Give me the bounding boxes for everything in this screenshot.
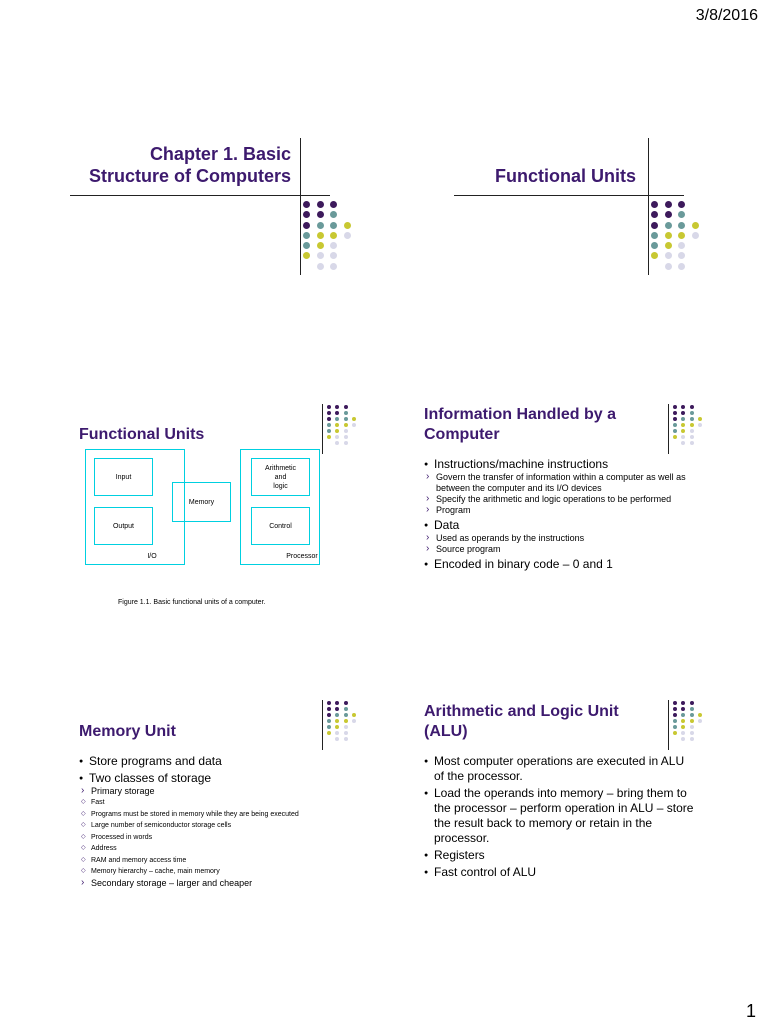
processor-label: Processor <box>286 553 318 560</box>
dot-icon <box>335 411 339 415</box>
list-item: ● Load the operands into memory – bring them to the processor – perform operation in ALU – store the result back to memory or retain in the processor. <box>424 786 696 846</box>
dot-icon <box>335 701 339 705</box>
divider-line <box>300 138 301 275</box>
dot-icon <box>673 707 677 711</box>
divider-line <box>668 700 669 750</box>
alu-label <box>251 464 310 491</box>
dot-icon <box>692 201 699 208</box>
title-line: Arithmetic and Logic Unit <box>424 703 619 720</box>
dot-icon <box>344 423 348 427</box>
io-label: I/O <box>147 553 157 560</box>
dot-icon <box>327 731 331 735</box>
bullet-list <box>424 752 696 880</box>
dot-icon <box>330 242 337 249</box>
dot-icon <box>673 411 677 415</box>
title-line: Chapter 1. Basic <box>149 144 291 164</box>
dot-icon <box>352 719 356 723</box>
list-item: › Secondary storage – larger and cheaper <box>79 878 359 889</box>
dot-icon <box>303 211 310 218</box>
dot-icon <box>335 429 339 433</box>
divider-line <box>70 195 330 196</box>
list-item: ◇ Fast <box>79 797 359 809</box>
divider-line <box>648 138 649 275</box>
list-item: ● Data <box>424 518 694 533</box>
dot-icon <box>327 713 331 717</box>
dot-icon <box>330 263 337 270</box>
dot-icon <box>692 222 699 229</box>
dot-icon <box>352 701 356 705</box>
dot-icon <box>330 252 337 259</box>
list-item: ◇ Large number of semiconductor storage cells <box>79 820 359 832</box>
dot-icon <box>690 719 694 723</box>
dot-icon <box>651 201 658 208</box>
dot-icon <box>303 201 310 208</box>
dot-icon <box>690 707 694 711</box>
dot-icon <box>665 211 672 218</box>
divider-line <box>668 404 669 454</box>
title-line: (ALU) <box>424 723 468 740</box>
dot-icon <box>344 441 348 445</box>
list-item: › Specify the arithmetic and logic operations to be performed <box>424 494 694 505</box>
list-item: ◇ Memory hierarchy – cache, main memory <box>79 866 359 878</box>
dot-icon <box>698 725 702 729</box>
dot-icon <box>335 707 339 711</box>
dot-icon <box>327 429 331 433</box>
dot-icon <box>327 701 331 705</box>
alu-label-line: Arithmetic <box>264 465 297 472</box>
dot-icon <box>651 263 658 270</box>
title-line: Information Handled by a <box>424 406 617 423</box>
dot-icon <box>681 411 685 415</box>
list-item: ◇ RAM and memory access time <box>79 855 359 867</box>
dot-icon <box>344 701 348 705</box>
dot-icon <box>690 405 694 409</box>
slide-title <box>424 702 664 742</box>
dot-icon <box>678 222 685 229</box>
dot-icon <box>690 725 694 729</box>
dot-icon <box>692 211 699 218</box>
dot-icon <box>681 719 685 723</box>
dot-icon <box>344 417 348 421</box>
dot-icon <box>681 737 685 741</box>
dot-icon <box>673 713 677 717</box>
dot-icon <box>335 423 339 427</box>
dot-icon <box>352 429 356 433</box>
dot-icon <box>352 737 356 741</box>
divider-line <box>322 700 323 750</box>
dot-icon <box>317 242 324 249</box>
dot-icon <box>303 232 310 239</box>
dot-icon <box>335 737 339 741</box>
slide-title <box>0 143 291 187</box>
dot-icon <box>317 211 324 218</box>
dot-icon <box>692 232 699 239</box>
title-line: Structure of Computers <box>88 166 291 186</box>
dot-icon <box>681 429 685 433</box>
memory-label: Memory <box>188 499 215 506</box>
list-item: › Govern the transfer of information within a computer as well as between the computer and its I/O devices <box>424 472 694 494</box>
list-item: ◇ Processed in words <box>79 832 359 844</box>
dot-icon <box>673 429 677 433</box>
dot-icon <box>690 731 694 735</box>
dot-icon <box>673 701 677 705</box>
dot-icon <box>698 719 702 723</box>
slide-title: Functional Units <box>495 166 636 186</box>
decorative-dots <box>302 200 356 272</box>
list-item: ● Encoded in binary code – 0 and 1 <box>424 557 694 572</box>
dot-icon <box>335 435 339 439</box>
dot-icon <box>327 707 331 711</box>
dot-icon <box>327 411 331 415</box>
dot-icon <box>344 211 351 218</box>
dot-icon <box>698 441 702 445</box>
dot-icon <box>665 263 672 270</box>
list-item: ● Most computer operations are executed in ALU of the processor. <box>424 754 696 784</box>
dot-icon <box>344 731 348 735</box>
divider-line <box>454 195 684 196</box>
slide-title <box>424 405 664 445</box>
dot-icon <box>698 737 702 741</box>
input-label: Input <box>115 474 132 481</box>
dot-icon <box>690 423 694 427</box>
slide-functional-units-title <box>404 100 744 355</box>
dot-icon <box>303 263 310 270</box>
dot-icon <box>352 411 356 415</box>
dot-icon <box>678 252 685 259</box>
dot-icon <box>698 707 702 711</box>
dot-icon <box>665 252 672 259</box>
dot-icon <box>673 719 677 723</box>
dot-icon <box>673 737 677 741</box>
list-item: › Primary storage <box>79 786 359 797</box>
dot-icon <box>681 725 685 729</box>
slide-alu <box>404 688 744 943</box>
list-item: ◇ Programs must be stored in memory while they are being executed <box>79 809 359 821</box>
dot-icon <box>681 423 685 427</box>
dot-icon <box>344 222 351 229</box>
bullet-list <box>79 752 359 889</box>
dot-icon <box>698 701 702 705</box>
dot-icon <box>344 707 348 711</box>
dot-icon <box>317 201 324 208</box>
dot-icon <box>344 725 348 729</box>
dot-icon <box>335 417 339 421</box>
dot-icon <box>352 417 356 421</box>
dot-icon <box>344 263 351 270</box>
dot-icon <box>317 232 324 239</box>
dot-icon <box>327 725 331 729</box>
dot-icon <box>344 405 348 409</box>
list-item: ● Instructions/machine instructions <box>424 457 694 472</box>
dot-icon <box>665 242 672 249</box>
dot-icon <box>335 719 339 723</box>
list-item: › Source program <box>424 544 694 555</box>
dot-icon <box>665 201 672 208</box>
dot-icon <box>344 411 348 415</box>
dot-icon <box>690 429 694 433</box>
slide-functional-units-figure <box>20 392 360 647</box>
dot-icon <box>690 411 694 415</box>
dot-icon <box>344 713 348 717</box>
dot-icon <box>673 731 677 735</box>
dot-icon <box>651 242 658 249</box>
dot-icon <box>352 731 356 735</box>
dot-icon <box>344 737 348 741</box>
dot-icon <box>698 435 702 439</box>
print-date: 3/8/2016 <box>695 7 758 24</box>
dot-icon <box>330 211 337 218</box>
dot-icon <box>651 232 658 239</box>
dot-icon <box>681 707 685 711</box>
dot-icon <box>681 417 685 421</box>
dot-icon <box>344 201 351 208</box>
dot-icon <box>327 423 331 427</box>
dot-icon <box>352 435 356 439</box>
dot-icon <box>673 417 677 421</box>
dot-icon <box>690 441 694 445</box>
dot-icon <box>335 731 339 735</box>
list-item: ● Store programs and data <box>79 754 359 769</box>
dot-icon <box>692 242 699 249</box>
dot-icon <box>330 232 337 239</box>
slide-title: Memory Unit <box>79 723 176 740</box>
slide-memory-unit <box>20 688 360 943</box>
page-number: 1 <box>745 1001 756 1021</box>
dot-icon <box>673 423 677 427</box>
dot-icon <box>690 435 694 439</box>
dot-icon <box>335 725 339 729</box>
dot-icon <box>352 707 356 711</box>
dot-icon <box>352 405 356 409</box>
dot-icon <box>303 252 310 259</box>
slide-title: Functional Units <box>79 426 205 443</box>
dot-icon <box>352 713 356 717</box>
dot-icon <box>678 232 685 239</box>
dot-icon <box>330 201 337 208</box>
dot-icon <box>698 713 702 717</box>
dot-icon <box>352 423 356 427</box>
dot-icon <box>678 263 685 270</box>
dot-icon <box>673 405 677 409</box>
dot-icon <box>678 242 685 249</box>
dot-icon <box>678 211 685 218</box>
dot-icon <box>327 441 331 445</box>
dot-icon <box>698 423 702 427</box>
decorative-dots <box>672 700 706 742</box>
dot-icon <box>651 222 658 229</box>
dot-icon <box>327 417 331 421</box>
decorative-dots <box>326 404 360 446</box>
title-line: Computer <box>424 426 500 443</box>
dot-icon <box>673 725 677 729</box>
dot-icon <box>352 725 356 729</box>
output-label: Output <box>112 523 134 530</box>
dot-icon <box>344 435 348 439</box>
dot-icon <box>317 263 324 270</box>
dot-icon <box>352 441 356 445</box>
dot-icon <box>690 713 694 717</box>
slide-chapter-title <box>20 100 360 355</box>
list-item: ◇ Address <box>79 843 359 855</box>
dot-icon <box>344 242 351 249</box>
dot-icon <box>698 429 702 433</box>
dot-icon <box>665 232 672 239</box>
dot-icon <box>317 222 324 229</box>
dot-icon <box>327 405 331 409</box>
divider-line <box>322 404 323 454</box>
dot-icon <box>317 252 324 259</box>
alu-label-line: logic <box>273 483 288 490</box>
decorative-dots <box>650 200 704 272</box>
dot-icon <box>681 713 685 717</box>
dot-icon <box>651 252 658 259</box>
control-label: Control <box>269 523 292 530</box>
dot-icon <box>344 252 351 259</box>
decorative-dots <box>672 404 706 446</box>
dot-icon <box>303 222 310 229</box>
dot-icon <box>330 222 337 229</box>
dot-icon <box>344 719 348 723</box>
list-item: ● Two classes of storage <box>79 771 359 786</box>
dot-icon <box>681 405 685 409</box>
bullet-list <box>424 455 694 572</box>
dot-icon <box>327 435 331 439</box>
dot-icon <box>692 252 699 259</box>
list-item: ● Fast control of ALU <box>424 865 696 880</box>
decorative-dots <box>326 700 360 742</box>
dot-icon <box>690 737 694 741</box>
dot-icon <box>690 417 694 421</box>
list-item: ● Registers <box>424 848 696 863</box>
dot-icon <box>665 222 672 229</box>
figure-caption: Figure 1.1. Basic functional units of a computer. <box>118 599 266 606</box>
dot-icon <box>344 232 351 239</box>
dot-icon <box>335 441 339 445</box>
dot-icon <box>327 737 331 741</box>
dot-icon <box>681 731 685 735</box>
slide-information-handled <box>404 392 744 647</box>
dot-icon <box>303 242 310 249</box>
dot-icon <box>681 435 685 439</box>
list-item: › Program <box>424 505 694 516</box>
dot-icon <box>651 211 658 218</box>
dot-icon <box>681 441 685 445</box>
dot-icon <box>335 405 339 409</box>
dot-icon <box>344 429 348 433</box>
dot-icon <box>698 417 702 421</box>
dot-icon <box>698 731 702 735</box>
dot-icon <box>690 701 694 705</box>
dot-icon <box>335 713 339 717</box>
dot-icon <box>673 435 677 439</box>
dot-icon <box>698 405 702 409</box>
dot-icon <box>678 201 685 208</box>
dot-icon <box>327 719 331 723</box>
dot-icon <box>673 441 677 445</box>
alu-label-line: and <box>274 474 287 481</box>
dot-icon <box>698 411 702 415</box>
dot-icon <box>692 263 699 270</box>
list-item: › Used as operands by the instructions <box>424 533 694 544</box>
dot-icon <box>681 701 685 705</box>
